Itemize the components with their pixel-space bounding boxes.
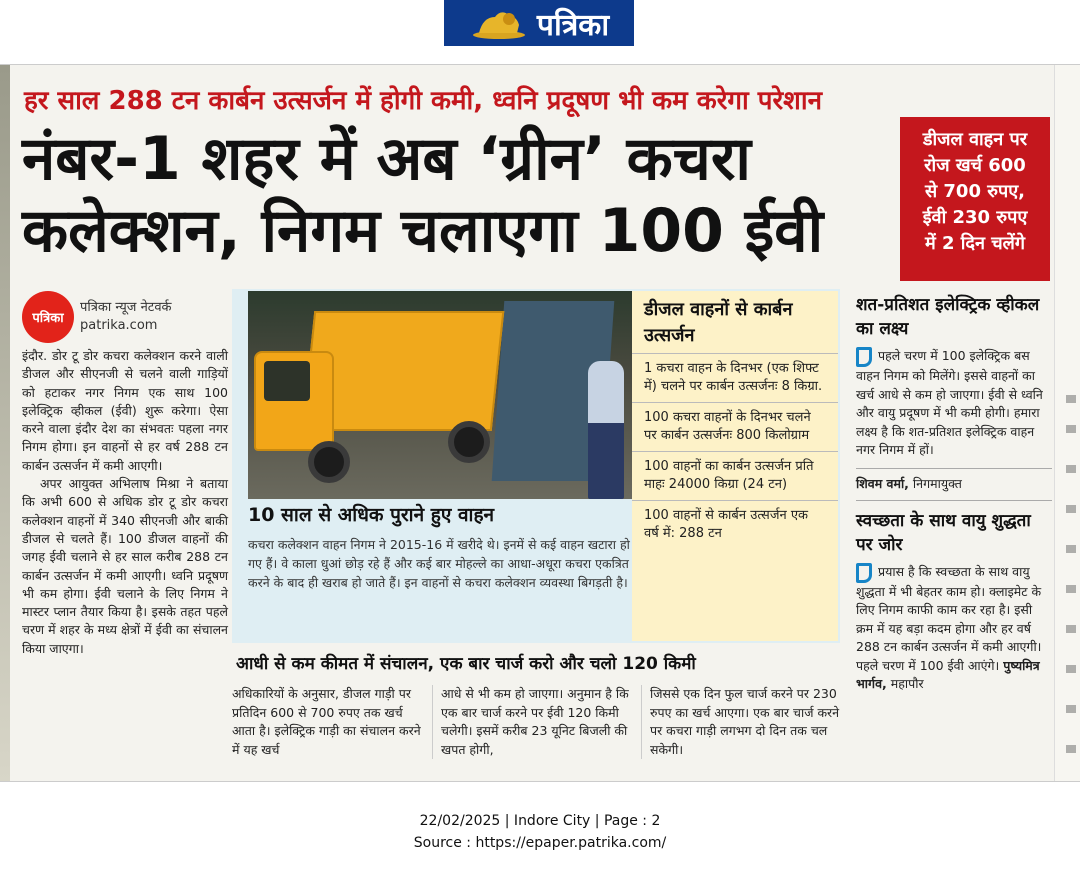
sidebar [856, 293, 1052, 694]
speaker-name: शिवम वर्मा, [856, 475, 909, 491]
main-headline [22, 123, 902, 267]
quote-icon [856, 347, 872, 367]
quote-text: प्रयास है कि स्वच्छता के साथ वायु शुद्धता में भी बेहतर काम हो। क्लाइमेट के लिए निगम काफी काम कर रहा है। इसी क्रम में यह बड़ा कदम होगा और हर वर्ष 288 टन कार्बन उत्सर्जन में कमी आएगी। पहले चरण में 100 ईवी आएंगे। [856, 563, 1042, 673]
article-body [22, 347, 228, 658]
article-paragraph: इंदौर. डोर टू डोर कचरा कलेक्शन करने वाली डीजल और सीएनजी से चलने वाली गाड़ियों को हटाकर नगर निगम एक साथ 100 इलेक्ट्रिक व्हीकल (ईवी) शुरू करेगा। ऐसा करने वाला इंदौर देश का संभवतः पहला नगर निगम होगा। इन वाहनों से हर वर्ष 288 टन कार्बन उत्सर्जन में कमी आएगी। [22, 348, 228, 473]
headline-line-2: कलेक्शन, निगम चलाएगा 100 ईवी [22, 196, 824, 266]
page-left-edge [0, 65, 10, 782]
cost-subhead: आधी से कम कीमत में संचालन, एक बार चार्ज करो और चलो 120 किमी [236, 654, 696, 674]
carbon-item: 100 वाहनों का कार्बन उत्सर्जन प्रति माहः 24000 किग्रा (24 टन) [632, 452, 838, 501]
source-footer [0, 810, 1080, 854]
footer-source-link[interactable]: Source : https://epaper.patrika.com/ [413, 835, 667, 851]
highlight-line: रोज खर्च 600 [924, 155, 1026, 176]
quote-icon [856, 563, 872, 583]
byline-network: पत्रिका न्यूज नेटवर्क [80, 300, 172, 315]
carbon-box-title: डीजल वाहनों से कार्बन उत्सर्जन [632, 291, 838, 354]
photo-section [232, 289, 840, 643]
carbon-item: 1 कचरा वाहन के दिनभर (एक शिफ्ट में) चलने पर कार्बन उत्सर्जनः 8 किग्रा. [632, 354, 838, 403]
truck-wheel [448, 421, 490, 463]
sidebar-quote-1 [856, 347, 1052, 460]
truck-window [264, 361, 310, 401]
highlight-line: में 2 दिन चलेंगे [924, 233, 1026, 254]
sidebar-heading-2: स्वच्छता के साथ वायु शुद्धता पर जोर [856, 510, 1031, 555]
speaker-name: पुष्यमित्र भार्गव, [856, 657, 1040, 691]
photo-caption: कचरा कलेक्शन वाहन निगम ने 2015-16 में खरीदे थे। इनमें से कई वाहन खटारा हो गए हैं। वे काला धुआं छोड़ रहे हैं और कई बार मोहल्ले का आधा-अधूरा कचरा एकत्रित करने के बाद ही खराब हो जाते हैं। इन वाहनों से कचरा कलेक्शन व्यवस्था बिगड़ती है। [248, 537, 630, 590]
sidebar-heading-1: शत-प्रतिशत इलेक्ट्रिक व्हीकल का लक्ष्य [856, 295, 1040, 339]
cost-column: जिससे एक दिन फुल चार्ज करने पर 230 रुपए का खर्च आएगा। एक बार चार्ज करने पर कचरा गाड़ी लगभग दो दिन तक चल सकेगी। [641, 685, 840, 759]
news-clipping [0, 64, 1080, 782]
carbon-emission-box [632, 291, 838, 641]
highlight-line: डीजल वाहन पर [922, 129, 1028, 150]
kicker-headline: हर साल 288 टन कार्बन उत्सर्जन में होगी कमी, ध्वनि प्रदूषण भी कम करेगा परेशान [24, 86, 823, 116]
cost-column: आधे से भी कम हो जाएगा। अनुमान है कि एक बार चार्ज करने पर ईवी 120 किमी चलेगी। इसमें करीब 23 यूनिट बिजली की खपत होगी, [432, 685, 631, 759]
masthead-name: पत्रिका [536, 7, 610, 43]
highlight-line: से 700 रुपए, [924, 181, 1026, 202]
byline [22, 291, 172, 343]
footer-dateline: 22/02/2025 | Indore City | Page : 2 [419, 813, 661, 829]
lion-emblem-icon [469, 5, 529, 41]
garbage-truck-photo [248, 291, 632, 499]
masthead-logo [444, 0, 634, 46]
highlight-line: ईवी 230 रुपए [922, 207, 1028, 228]
truck-wheel [308, 441, 350, 483]
photo-subhead: 10 साल से अधिक पुराने हुए वाहन [248, 504, 495, 526]
speaker-role: महापौर [890, 676, 924, 691]
cost-column: अधिकारियों के अनुसार, डीजल गाड़ी पर प्रतिदिन 600 से 700 रुपए तक खर्च आता है। इलेक्ट्रिक गाड़ी का संचालन करने में यह खर्च [232, 686, 421, 757]
quote-text: पहले चरण में 100 इलेक्ट्रिक बस वाहन निगम को मिलेंगे। इससे वाहनों का खर्च आधे से कम हो जाएगा। ईवी से ध्वनि और वायु प्रदूषण में भी कमी होगी। हमारा लक्ष्य है कि शत-प्रतिशत इलेक्ट्रिक वाहन नगर निगम में हों। [856, 348, 1043, 457]
patrika-badge-icon: पत्रिका [22, 291, 74, 343]
highlight-box [900, 117, 1050, 281]
byline-site: patrika.com [80, 318, 158, 333]
carbon-item: 100 कचरा वाहनों के दिनभर चलने पर कार्बन उत्सर्जनः 800 किलोग्राम [632, 403, 838, 452]
sidebar-signature-1 [856, 468, 1052, 492]
cost-columns [232, 685, 840, 759]
carbon-item: 100 वाहनों से कार्बन उत्सर्जन एक वर्ष में: 288 टन [644, 508, 808, 541]
headline-line-1: नंबर-1 शहर में अब ‘ग्रीन’ कचरा [22, 124, 751, 194]
sidebar-quote-2 [856, 563, 1052, 694]
worker-figure [588, 361, 624, 499]
speaker-role: निगमायुक्त [912, 475, 962, 491]
article-paragraph: अपर आयुक्त अभिलाष मिश्रा ने बताया कि अभी 600 से अधिक डोर टू डोर कचरा कलेक्शन वाहनों में 340 सीएनजी और बाकी डीजल से चलते हैं। 100 डीजल वाहनों की जगह ईवी चलाने से हर साल करीब 288 टन कार्बन उत्सर्जन में कमी आएगी। ध्वनि प्रदूषण भी कम होगा। ईवी चलाने के लिए निगम ने मास्टर प्लान तैयार किया है। इसके तहत पहले चरण में शहर के मध्य क्षेत्रों में ईवी का संचालन किया जाएगा। [22, 476, 228, 656]
page-right-edge [1054, 65, 1080, 782]
